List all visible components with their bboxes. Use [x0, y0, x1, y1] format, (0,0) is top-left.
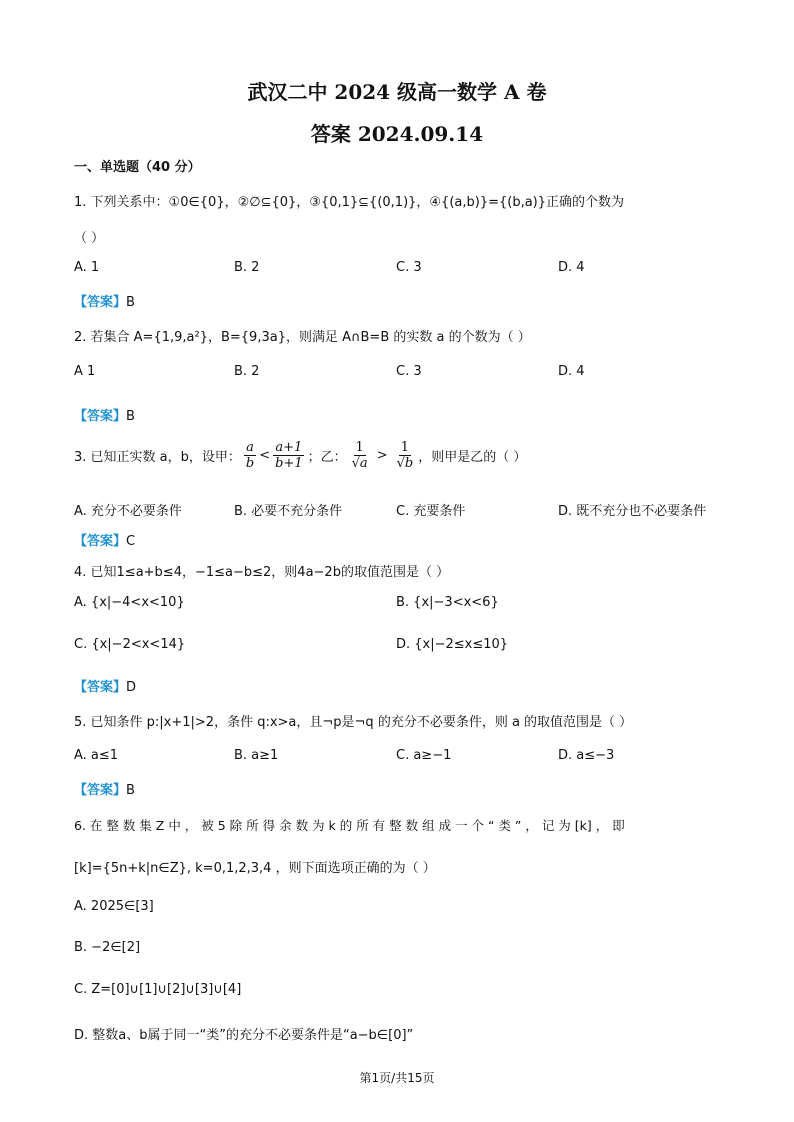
question-6-stem-cont: [k]={5n+k|n∈Z}, k=0,1,2,3,4 ，则下面选项正确的为（ ）	[74, 861, 436, 876]
question-3-stem	[74, 440, 526, 471]
question-6-stem: 6. 在 整 数 集 Z 中 ， 被 5 除 所 得 余 数 为 k 的 所 有 整 数 组 成 一 个 “ 类 ” ， 记 为 [k] ， 即	[74, 818, 625, 833]
question-5-option-c: C. a≥−1	[396, 748, 452, 763]
question-1-answer	[74, 291, 135, 310]
question-2-answer	[74, 405, 135, 424]
answer-value: B	[126, 295, 135, 310]
question-5-option-d: D. a≤−3	[558, 748, 615, 763]
question-5-stem: 5. 已知条件 p:|x+1|>2，条件 q:x>a，且¬p是¬q 的充分不必要条件，则 a 的取值范围是（ ）	[74, 715, 633, 730]
answer-tag: 【答案】	[74, 295, 127, 310]
question-6-option-c: C. Z=[0]∪[1]∪[2]∪[3]∪[4]	[74, 982, 242, 997]
question-5-option-a: A. a≤1	[74, 748, 119, 763]
question-6-option-b: B. −2∈[2]	[74, 940, 141, 955]
question-5-answer	[74, 779, 135, 798]
question-4-option-a: A. {x|−4<x<10}	[74, 595, 185, 610]
question-1-option-c: C. 3	[396, 260, 422, 275]
question-1-option-a: A. 1	[74, 260, 100, 275]
fraction-numerator: 1	[355, 440, 364, 455]
fraction-denominator: b+1	[275, 456, 303, 471]
question-2-option-b: B. 2	[234, 364, 260, 379]
answer-tag: 【答案】	[74, 534, 127, 549]
page-number: 第1页/共15页	[359, 1071, 435, 1085]
answer-tag: 【答案】	[74, 409, 127, 424]
fraction-numerator: a	[246, 440, 254, 455]
fraction-denominator: √b	[396, 456, 414, 471]
question-3-mid: ；乙：	[307, 450, 347, 465]
question-4-option-b: B. {x|−3<x<6}	[396, 595, 499, 610]
question-3-option-a: A. 充分不必要条件	[74, 504, 182, 519]
answer-value: C	[126, 534, 136, 549]
fraction-denominator: b	[245, 456, 255, 471]
question-2-stem: 2. 若集合 A={1,9,a²}，B={9,3a}，则满足 A∩B=B 的实数 a 的个数为（ ）	[74, 330, 531, 345]
section-heading: 一、单选题（40 分）	[74, 160, 201, 175]
question-5-option-b: B. a≥1	[234, 748, 279, 763]
fraction-1-over-sqrt-b	[395, 440, 416, 471]
question-3-suffix: ，则甲是乙的（ ）	[418, 450, 527, 465]
fraction-numerator: 1	[400, 440, 410, 455]
question-3-answer	[74, 530, 135, 549]
question-4-answer	[74, 676, 136, 695]
fraction-denominator: √a	[351, 456, 368, 471]
page-subtitle: 答案 2024.09.14	[310, 122, 484, 146]
question-3-option-d: D. 既不充分也不必要条件	[558, 504, 707, 519]
question-2-option-c: C. 3	[396, 364, 422, 379]
question-4-option-c: C. {x|−2<x<14}	[74, 637, 186, 652]
question-2-option-a: A 1	[74, 364, 96, 379]
fraction-1-over-sqrt-a	[350, 440, 370, 471]
question-6-option-d: D. 整数a、b属于同一“类”的充分不必要条件是“a−b∈[0]”	[74, 1028, 414, 1043]
question-1-stem: 1. 下列关系中：①0∈{0}，②∅⊆{0}，③{0,1}⊆{(0,1)}，④{(a,b)}={(b,a)}正确的个数为	[74, 195, 625, 210]
answer-value: B	[126, 783, 135, 798]
fraction-a-over-b	[244, 440, 256, 471]
question-4-option-d: D. {x|−2≤x≤10}	[396, 637, 509, 652]
question-1-option-d: D. 4	[558, 260, 585, 275]
fraction-numerator: a+1	[275, 440, 303, 455]
answer-tag: 【答案】	[74, 783, 127, 798]
question-3-prefix: 3. 已知正实数 a，b，设甲：	[74, 450, 241, 465]
question-1-option-b: B. 2	[234, 260, 260, 275]
answer-value: B	[126, 409, 135, 424]
question-3-option-c: C. 充要条件	[396, 504, 466, 519]
answer-tag: 【答案】	[74, 680, 127, 695]
question-6-option-a: A. 2025∈[3]	[74, 899, 154, 914]
answer-value: D	[126, 680, 137, 695]
greater-than-symbol: >	[376, 448, 388, 463]
question-3-option-b: B. 必要不充分条件	[234, 504, 343, 519]
page-title: 武汉二中 2024 级高一数学 A 卷	[247, 80, 547, 104]
less-than-symbol: <	[259, 448, 271, 463]
question-4-stem: 4. 已知1≤a+b≤4，−1≤a−b≤2，则4a−2b的取值范围是（ ）	[74, 565, 450, 580]
fraction-a1-over-b1	[273, 440, 305, 471]
question-1-stem-cont: （ ）	[74, 231, 105, 246]
question-2-option-d: D. 4	[558, 364, 585, 379]
